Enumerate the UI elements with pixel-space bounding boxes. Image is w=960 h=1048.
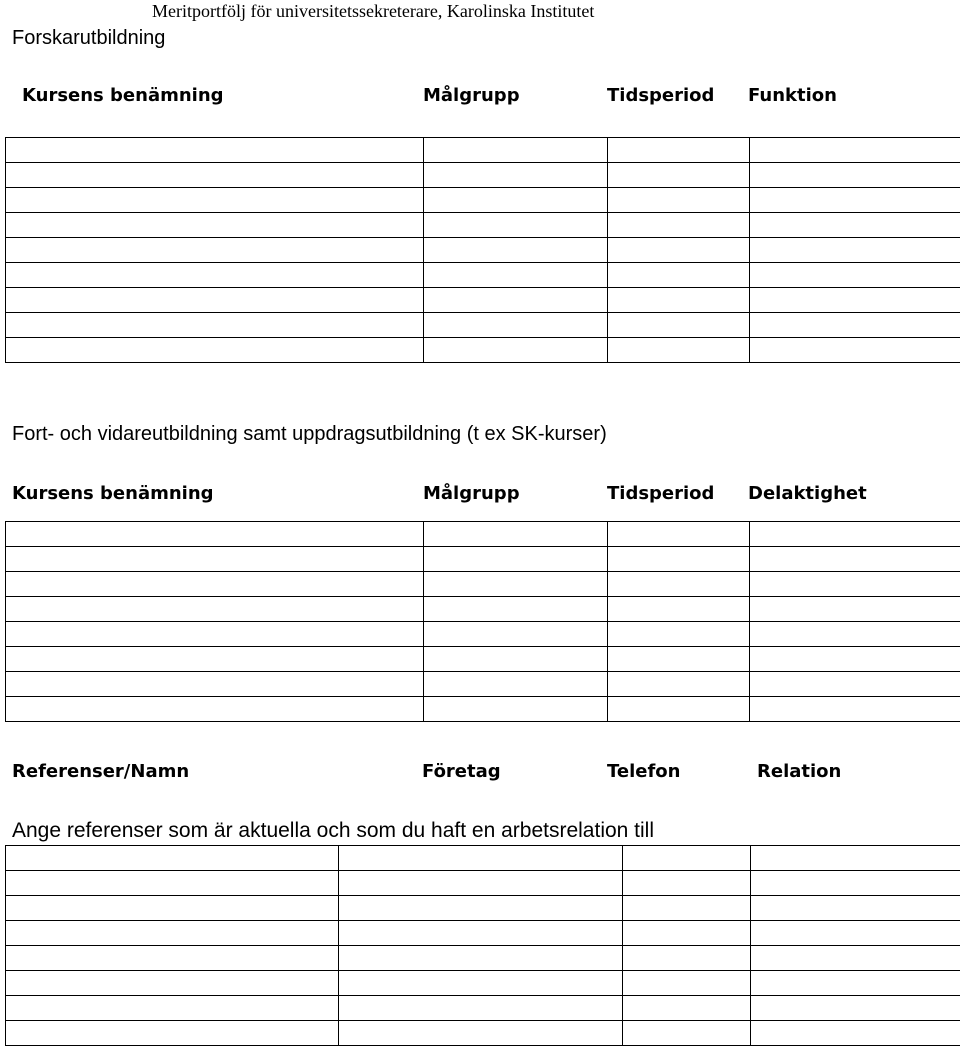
table-cell-input[interactable] — [339, 846, 622, 870]
table-cell-input[interactable] — [608, 238, 749, 262]
table-cell-input[interactable] — [751, 896, 960, 920]
table-cell — [608, 163, 750, 188]
table-cell — [6, 1021, 339, 1046]
table-cell-input[interactable] — [608, 288, 749, 312]
table-cell — [608, 313, 750, 338]
table-cell-input[interactable] — [750, 672, 960, 696]
column-header-target-group: Målgrupp — [423, 483, 520, 504]
table-cell — [6, 896, 339, 921]
table-row — [6, 522, 960, 547]
table-cell — [608, 572, 750, 597]
table-row — [6, 1021, 960, 1046]
table-cell-input[interactable] — [339, 996, 622, 1020]
table-cell-input[interactable] — [751, 871, 960, 895]
table-cell — [750, 163, 960, 188]
table-cell — [6, 672, 424, 697]
table-cell — [6, 547, 424, 572]
table-cell — [6, 846, 339, 871]
table-cell — [424, 597, 608, 622]
table-cell-input[interactable] — [751, 846, 960, 870]
column-header-reference-name: Referenser/Namn — [12, 761, 190, 782]
table-row — [6, 647, 960, 672]
table-cell — [424, 572, 608, 597]
table-cell — [424, 313, 608, 338]
table-cell-input[interactable] — [751, 996, 960, 1020]
table-cell — [339, 846, 623, 871]
table-cell-input[interactable] — [750, 263, 960, 287]
table-cell-input[interactable] — [6, 846, 338, 870]
table-cell-input[interactable] — [6, 572, 423, 596]
table-cell-input[interactable] — [424, 338, 607, 362]
table-cell — [750, 697, 960, 722]
table-row — [6, 871, 960, 896]
table-cell — [750, 572, 960, 597]
table-cell — [750, 522, 960, 547]
table-cell — [608, 263, 750, 288]
table-cell-input[interactable] — [339, 946, 622, 970]
table-cell-input[interactable] — [424, 213, 607, 237]
table-cell — [6, 313, 424, 338]
table-cell-input[interactable] — [750, 313, 960, 337]
table-cell-input[interactable] — [750, 163, 960, 187]
table-cell — [750, 288, 960, 313]
table-cell — [750, 138, 960, 163]
research-education-table — [5, 137, 960, 363]
table-cell — [608, 288, 750, 313]
table-cell — [424, 288, 608, 313]
table-cell — [608, 213, 750, 238]
table-row — [6, 896, 960, 921]
table-cell-input[interactable] — [424, 188, 607, 212]
table-cell-input[interactable] — [6, 921, 338, 945]
table-cell — [339, 1021, 623, 1046]
table-cell — [424, 263, 608, 288]
table-cell-input[interactable] — [6, 622, 423, 646]
table-cell — [424, 697, 608, 722]
table-cell — [750, 213, 960, 238]
table-row — [6, 946, 960, 971]
table-row — [6, 547, 960, 572]
table-cell-input[interactable] — [750, 138, 960, 162]
table-cell — [608, 672, 750, 697]
table-cell-input[interactable] — [751, 971, 960, 995]
table-cell-input[interactable] — [6, 647, 423, 671]
table-cell-input[interactable] — [750, 338, 960, 362]
table-cell — [424, 188, 608, 213]
table-cell-input[interactable] — [608, 547, 749, 571]
table-cell — [608, 597, 750, 622]
table-cell-input[interactable] — [6, 896, 338, 920]
table-cell-input[interactable] — [6, 188, 423, 212]
table-cell — [424, 522, 608, 547]
table-cell-input[interactable] — [750, 622, 960, 646]
table-cell-input[interactable] — [6, 697, 423, 721]
table-cell-input[interactable] — [339, 971, 622, 995]
table-cell-input[interactable] — [750, 238, 960, 262]
table-cell-input[interactable] — [623, 896, 750, 920]
table-cell-input[interactable] — [750, 547, 960, 571]
table-cell-input[interactable] — [424, 238, 607, 262]
table-cell — [623, 946, 751, 971]
table-cell — [751, 996, 960, 1021]
table-cell-input[interactable] — [6, 547, 423, 571]
table-cell — [6, 263, 424, 288]
column-header-target-group: Målgrupp — [423, 85, 520, 106]
table-cell — [424, 238, 608, 263]
table-row — [6, 188, 960, 213]
table-cell-input[interactable] — [424, 138, 607, 162]
table-cell-input[interactable] — [750, 522, 960, 546]
further-education-table — [5, 521, 960, 722]
column-header-function: Funktion — [748, 85, 837, 106]
table-cell-input[interactable] — [6, 522, 423, 546]
table-row — [6, 263, 960, 288]
table-cell — [623, 921, 751, 946]
table-row — [6, 138, 960, 163]
table-cell-input[interactable] — [623, 921, 750, 945]
table-cell — [623, 996, 751, 1021]
table-cell-input[interactable] — [608, 697, 749, 721]
table-cell — [339, 896, 623, 921]
table-cell — [424, 622, 608, 647]
table-cell-input[interactable] — [623, 971, 750, 995]
table-cell — [750, 597, 960, 622]
column-header-relation: Relation — [757, 761, 842, 782]
table-cell-input[interactable] — [424, 313, 607, 337]
table-cell — [750, 338, 960, 363]
table-row — [6, 697, 960, 722]
table-cell — [608, 547, 750, 572]
table-cell-input[interactable] — [6, 238, 423, 262]
table-cell-input[interactable] — [6, 138, 423, 162]
table-cell-input[interactable] — [608, 597, 749, 621]
table-cell-input[interactable] — [424, 547, 607, 571]
table-row — [6, 672, 960, 697]
table-cell-input[interactable] — [750, 213, 960, 237]
table-cell — [750, 263, 960, 288]
section-title-forskarutbildning: Forskarutbildning — [12, 27, 166, 49]
table-cell — [339, 871, 623, 896]
table-cell — [750, 238, 960, 263]
table-cell-input[interactable] — [6, 263, 423, 287]
table-cell — [6, 996, 339, 1021]
table-cell — [6, 622, 424, 647]
table-cell — [6, 338, 424, 363]
table-cell-input[interactable] — [339, 871, 622, 895]
table-cell — [6, 871, 339, 896]
table-cell-input[interactable] — [424, 163, 607, 187]
table-cell-input[interactable] — [608, 522, 749, 546]
table-row — [6, 288, 960, 313]
table-cell — [751, 971, 960, 996]
table-cell — [6, 522, 424, 547]
table-cell — [751, 896, 960, 921]
column-header-course-name: Kursens benämning — [12, 483, 214, 504]
table-cell-input[interactable] — [339, 1021, 622, 1045]
table-cell — [6, 572, 424, 597]
table-cell-input[interactable] — [608, 188, 749, 212]
table-cell — [623, 1021, 751, 1046]
table-cell-input[interactable] — [750, 697, 960, 721]
table-row — [6, 971, 960, 996]
table-cell-input[interactable] — [608, 163, 749, 187]
table-cell-input[interactable] — [751, 921, 960, 945]
table-cell — [6, 213, 424, 238]
table-cell — [339, 946, 623, 971]
table-cell — [751, 1021, 960, 1046]
table-cell-input[interactable] — [608, 672, 749, 696]
table-cell — [608, 188, 750, 213]
table-cell — [424, 647, 608, 672]
table-cell — [424, 672, 608, 697]
table-cell — [750, 672, 960, 697]
table-cell-input[interactable] — [623, 871, 750, 895]
table-cell — [750, 313, 960, 338]
table-cell — [6, 647, 424, 672]
table-cell-input[interactable] — [608, 622, 749, 646]
table-cell — [608, 622, 750, 647]
table-cell-input[interactable] — [750, 597, 960, 621]
references-instruction: Ange referenser som är aktuella och som du haft en arbetsrelation till — [12, 819, 655, 842]
table-cell — [623, 871, 751, 896]
table-cell-input[interactable] — [6, 996, 338, 1020]
column-header-course-name: Kursens benämning — [22, 85, 224, 106]
table-cell-input[interactable] — [750, 647, 960, 671]
table-cell-input[interactable] — [751, 1021, 960, 1045]
table-cell — [623, 971, 751, 996]
table-cell-input[interactable] — [751, 946, 960, 970]
table-cell — [750, 188, 960, 213]
table-cell-input[interactable] — [424, 697, 607, 721]
table-cell-input[interactable] — [623, 946, 750, 970]
table-cell — [608, 138, 750, 163]
table-cell-input[interactable] — [424, 647, 607, 671]
table-cell — [339, 921, 623, 946]
table-cell — [750, 622, 960, 647]
table-cell — [424, 138, 608, 163]
table-row — [6, 163, 960, 188]
document-header-title: Meritportfölj för universitetssekreterare, Karolinska Institutet — [152, 1, 595, 21]
table-cell-input[interactable] — [608, 213, 749, 237]
table-cell — [751, 946, 960, 971]
table-cell — [6, 188, 424, 213]
table-cell — [6, 697, 424, 722]
table-cell-input[interactable] — [623, 846, 750, 870]
table-cell-input[interactable] — [424, 522, 607, 546]
table-cell — [750, 647, 960, 672]
table-cell — [608, 338, 750, 363]
table-row — [6, 572, 960, 597]
table-cell-input[interactable] — [339, 921, 622, 945]
table-cell-input[interactable] — [424, 672, 607, 696]
table-row — [6, 338, 960, 363]
section-title-further-education: Fort- och vidareutbildning samt uppdragsutbildning (t ex SK-kurser) — [12, 423, 607, 445]
table-cell — [623, 846, 751, 871]
column-header-period: Tidsperiod — [607, 483, 715, 504]
table-cell-input[interactable] — [623, 996, 750, 1020]
table-cell-input[interactable] — [6, 288, 423, 312]
table-cell-input[interactable] — [6, 871, 338, 895]
table-cell — [6, 163, 424, 188]
table-cell — [6, 138, 424, 163]
references-table — [5, 845, 960, 1046]
table-cell-input[interactable] — [6, 946, 338, 970]
table-cell — [6, 597, 424, 622]
table-cell — [339, 971, 623, 996]
table-cell-input[interactable] — [608, 138, 749, 162]
table-row — [6, 622, 960, 647]
table-cell-input[interactable] — [6, 163, 423, 187]
column-header-company: Företag — [422, 761, 501, 782]
table-cell-input[interactable] — [424, 288, 607, 312]
table-cell-input[interactable] — [750, 288, 960, 312]
table-row — [6, 921, 960, 946]
table-cell-input[interactable] — [608, 647, 749, 671]
table-cell-input[interactable] — [424, 263, 607, 287]
table-cell-input[interactable] — [339, 896, 622, 920]
table-cell-input[interactable] — [6, 213, 423, 237]
column-header-phone: Telefon — [607, 761, 681, 782]
table-row — [6, 238, 960, 263]
table-cell-input[interactable] — [6, 672, 423, 696]
table-row — [6, 313, 960, 338]
table-cell-input[interactable] — [608, 263, 749, 287]
table-cell-input[interactable] — [6, 1021, 338, 1045]
table-cell-input[interactable] — [6, 313, 423, 337]
table-cell — [6, 971, 339, 996]
table-cell — [608, 522, 750, 547]
table-cell — [6, 921, 339, 946]
table-cell — [751, 871, 960, 896]
table-cell-input[interactable] — [608, 313, 749, 337]
table-row — [6, 213, 960, 238]
table-row — [6, 597, 960, 622]
table-cell — [6, 946, 339, 971]
table-cell — [608, 647, 750, 672]
table-cell-input[interactable] — [623, 1021, 750, 1045]
table-cell — [424, 547, 608, 572]
column-header-participation: Delaktighet — [748, 483, 867, 504]
table-row — [6, 996, 960, 1021]
table-cell-input[interactable] — [6, 597, 423, 621]
table-cell-input[interactable] — [424, 597, 607, 621]
table-cell — [6, 288, 424, 313]
table-cell-input[interactable] — [750, 572, 960, 596]
table-cell — [751, 921, 960, 946]
table-cell — [424, 338, 608, 363]
table-cell — [608, 238, 750, 263]
table-cell — [608, 697, 750, 722]
table-cell — [623, 896, 751, 921]
table-row — [6, 846, 960, 871]
table-cell — [424, 213, 608, 238]
table-cell — [6, 238, 424, 263]
table-cell — [751, 846, 960, 871]
column-header-period: Tidsperiod — [607, 85, 715, 106]
table-cell-input[interactable] — [424, 572, 607, 596]
table-cell-input[interactable] — [608, 338, 749, 362]
table-cell — [424, 163, 608, 188]
table-cell-input[interactable] — [424, 622, 607, 646]
table-cell-input[interactable] — [6, 971, 338, 995]
table-cell — [750, 547, 960, 572]
table-cell-input[interactable] — [750, 188, 960, 212]
table-cell — [339, 996, 623, 1021]
table-cell-input[interactable] — [6, 338, 423, 362]
table-cell-input[interactable] — [608, 572, 749, 596]
